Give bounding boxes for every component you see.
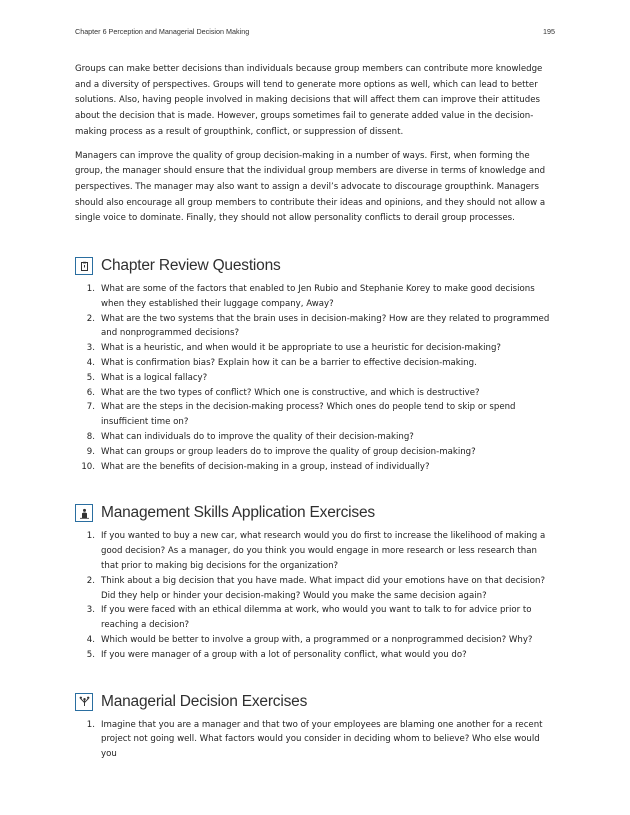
skills-exercises-section xyxy=(75,501,555,662)
item-text: If you were faced with an ethical dilemma at work, who would you want to talk to for advice prior to reaching a decision? xyxy=(101,605,532,631)
list-item xyxy=(75,445,555,460)
paragraph: Groups can make better decisions than individuals because group members can contribute more knowledge and a diversity of perspectives. Groups will tend to generate more options as well, which can lead to better solutions. Also, having people involved in making decisions that will affect them can improve their attitudes about the decision that is made. However, groups sometimes fail to generate added value in the decision-making process as a result of groupthink, conflict, or suppression of dissent. xyxy=(75,64,543,137)
section-header xyxy=(75,501,555,525)
section-title: Chapter Review Questions xyxy=(101,257,281,275)
list-item xyxy=(75,312,555,342)
item-text: What is confirmation bias? Explain how it can be a barrier to effective decision-making. xyxy=(101,358,477,369)
item-text: What can individuals do to improve the quality of their decision-making? xyxy=(101,432,414,442)
item-number: 6. xyxy=(86,387,95,398)
list-item xyxy=(75,386,555,401)
list-item xyxy=(75,282,555,312)
list-item xyxy=(75,718,555,762)
item-number: 1. xyxy=(86,531,95,542)
item-text: What are the steps in the decision-making process? Which ones do people tend to skip or spend insufficient time on? xyxy=(101,402,516,428)
review-question-list xyxy=(75,282,555,474)
page-number: 195 xyxy=(543,27,555,36)
item-number: 2. xyxy=(86,313,95,324)
item-text: What is a heuristic, and when would it be appropriate to use a heuristic for decision-making? xyxy=(101,343,501,354)
list-item xyxy=(75,460,555,475)
chapter-title: Chapter 6 Perception and Managerial Decision Making xyxy=(75,27,250,36)
item-number: 4. xyxy=(86,634,95,645)
list-item xyxy=(75,633,555,648)
item-text: Imagine that you are a manager and that two of your employees are blaming one another for a recent project not going well. What factors would you consider in deciding whom to believe? Who else would you xyxy=(101,719,543,760)
page-content xyxy=(75,62,555,762)
clipboard-icon xyxy=(75,257,93,275)
running-header xyxy=(75,27,555,36)
review-questions-section xyxy=(75,254,555,474)
item-number: 5. xyxy=(86,649,95,660)
list-item xyxy=(75,603,555,633)
list-item xyxy=(75,574,555,604)
item-number: 10. xyxy=(81,461,95,472)
section-header xyxy=(75,690,555,714)
item-text: What are the benefits of decision-making in a group, instead of individually? xyxy=(101,461,430,472)
section-title: Management Skills Application Exercises xyxy=(101,504,375,522)
item-text: What are some of the factors that enabled to Jen Rubio and Stephanie Korey to make good decisions when they established their luggage company, Away? xyxy=(101,284,535,309)
item-text: Think about a big decision that you have made. What impact did your emotions have on that decision? Did they help or hinder your decision-making? Would you make the same decision again? xyxy=(101,575,546,601)
item-number: 9. xyxy=(86,446,95,457)
item-text: If you wanted to buy a new car, what research would you do first to increase the likelihood of making a good decision? As a manager, do you think you would engage in more research or less research than that prior to making big decisions for the organization? xyxy=(101,531,546,571)
item-text: What can groups or group leaders do to improve the quality of group decision-making? xyxy=(101,446,476,457)
skills-exercise-list xyxy=(75,529,555,662)
item-text: What is a logical fallacy? xyxy=(101,372,208,383)
list-item xyxy=(75,356,555,371)
list-item xyxy=(75,430,555,445)
item-number: 7. xyxy=(86,402,95,413)
item-number: 1. xyxy=(86,719,95,730)
item-text: Which would be better to involve a group with, a programmed or a nonprogrammed decision? Why? xyxy=(101,634,533,645)
presenter-icon xyxy=(75,504,93,522)
list-item xyxy=(75,400,555,430)
branch-icon xyxy=(75,693,93,711)
item-text: What are the two systems that the brain uses in decision-making? How are they related to programmed and nonprogrammed decisions? xyxy=(101,313,550,339)
item-text: If you were manager of a group with a lot of personality conflict, what would you do? xyxy=(101,649,467,660)
item-text: What are the two types of conflict? Which one is constructive, and which is destructive? xyxy=(101,387,480,398)
decision-exercise-list xyxy=(75,718,555,762)
list-item xyxy=(75,341,555,356)
item-number: 4. xyxy=(86,358,95,369)
item-number: 2. xyxy=(86,575,95,586)
item-number: 3. xyxy=(86,343,95,354)
list-item xyxy=(75,371,555,386)
item-number: 1. xyxy=(86,284,95,295)
paragraph: Managers can improve the quality of group decision-making in a number of ways. First, when forming the group, the manager should ensure that the individual group members are diverse in terms of knowledge and perspectives. The manager may also want to assign a devil’s advocate to discourage groupthink. Managers should also encourage all group members to contribute their ideas and opinions, and they should not allow a single voice to dominate. Finally, they should not allow personality conflicts to derail group processes. xyxy=(75,150,546,224)
section-title: Managerial Decision Exercises xyxy=(101,692,308,710)
item-number: 8. xyxy=(86,432,95,442)
list-item xyxy=(75,529,555,573)
item-number: 5. xyxy=(86,372,95,383)
section-header xyxy=(75,254,555,278)
item-number: 3. xyxy=(86,605,95,616)
list-item xyxy=(75,648,555,663)
decision-exercises-section xyxy=(75,690,555,762)
